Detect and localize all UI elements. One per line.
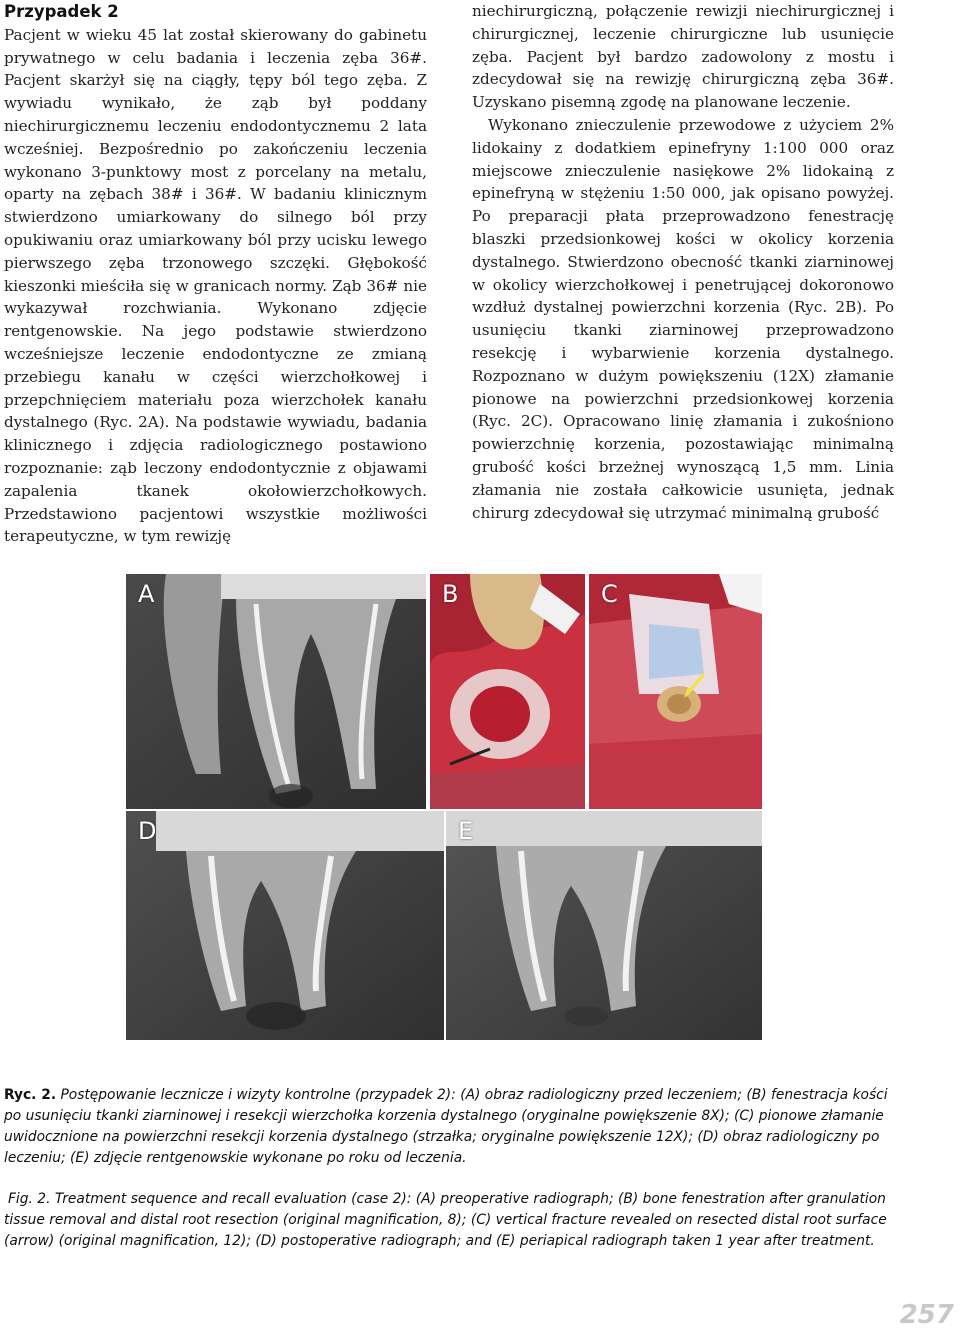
panel-label-a: A bbox=[138, 580, 155, 608]
figure-2 bbox=[126, 574, 762, 1040]
caption-text: Treatment sequence and recall evaluation (case 2): (A) preoperative radiograph; (B) bone fenestration after granulation tissue removal and distal root resection (original magnification, 8); (C) vertical fracture revealed on resected distal root surface (arrow) (original magnification, 12); (D) postoperative radiograph; and (E) periapical radiograph taken 1 year after treatment. bbox=[4, 1191, 887, 1249]
right-paragraph-2: Wykonano znieczulenie przewodowe z użyciem 2% lidokainy z dodatkiem epinefryny 1:100 000 oraz miejscowe znieczulenie nasiękowe 2% lidokainą z epinefryną w stężeniu 1:50 000, jak opisano powyżej. Po preparacji płata przeprowadzono fenestrację blaszki przedsionkowej kości w okolicy korzenia dystalnego. Stwierdzono obecność tkanki ziarninowej w okolicy wierzchołkowej i penetrującej dokoronowo wzdłuż dystalnej powierzchni korzenia (Ryc. 2B). Po usunięciu tkanki ziarninowej przeprowadzono resekcję i wybarwienie korzenia dystalnego. Rozpoznano w dużym powiększeniu (12X) złamanie pionowe na powierzchni przedsionkowej korzenia (Ryc. 2C). Opracowano linię złamania i zukośniono powierzchnię korzenia, pozostawiając minimalną grubość kości brzeżnej wynoszącą 1,5 mm. Linia złamania nie została całkowicie usunięta, jednak chirurg zdecydował się utrzymać minimalną grubość bbox=[472, 115, 894, 522]
clinical-photo bbox=[430, 574, 585, 809]
panel-label-e: E bbox=[458, 817, 474, 845]
case-heading: Przypadek 2 bbox=[4, 2, 119, 21]
panel-e-radiograph bbox=[446, 811, 762, 1040]
clinical-photo bbox=[589, 574, 762, 809]
figure-caption-english bbox=[4, 1189, 904, 1252]
left-column bbox=[4, 0, 427, 548]
panel-label-b: B bbox=[442, 580, 459, 608]
right-column bbox=[472, 0, 894, 524]
panel-d-radiograph bbox=[126, 811, 444, 1040]
panel-b-photo bbox=[430, 574, 585, 809]
caption-lead: Fig. 2. bbox=[8, 1191, 51, 1207]
radiograph-image bbox=[446, 811, 762, 1040]
radiograph-image bbox=[126, 811, 444, 1040]
radiograph-image bbox=[126, 574, 426, 809]
caption-text: Postępowanie lecznicze i wizyty kontrolne (przypadek 2): (A) obraz radiologiczny przed leczeniem; (B) fenestracja kości po usunięciu tkanki ziarninowej i resekcji wierzchołka korzenia dystalnego (oryginalne powiększenie 8X); (C) pionowe złamanie uwidocznione na powierzchni resekcji korzenia dystalnego (strzałka; oryginalne powiększenie 12X); (D) obraz radiologiczny po leczeniu; (E) zdjęcie rentgenowskie wykonane po roku od leczenia. bbox=[4, 1087, 888, 1166]
page-number: 257 bbox=[899, 1300, 954, 1330]
panel-a-radiograph bbox=[126, 574, 426, 809]
right-paragraph-1: niechirurgiczną, połączenie rewizji niechirurgicznej i chirurgicznej, leczenie chirurgiczne lub usunięcie zęba. Pacjent był bardzo zadowolony z mostu i zdecydował się na rewizję chirurgiczną zęba 36#. Uzyskano pisemną zgodę na planowane leczenie. bbox=[472, 2, 894, 112]
figure-caption-polish bbox=[4, 1085, 904, 1169]
panel-label-d: D bbox=[138, 817, 157, 845]
left-paragraph: Pacjent w wieku 45 lat został skierowany do gabinetu prywatnego w celu badania i leczenia zęba 36#. Pacjent skarżył się na ciągły, tępy ból tego zęba. Z wywiadu wynikało, że ząb był poddany niechirurgicznemu leczeniu endodontycznemu 2 lata wcześniej. Bezpośrednio po zakończeniu leczenia wykonano 3-punktowy most z porcelany na metalu, oparty na zębach 38# i 36#. W badaniu klinicznym stwierdzono umiarkowany do silnego ból przy opukiwaniu oraz umiarkowany ból przy ucisku lewego pierwszego zęba trzonowego szczęki. Głębokość kieszonki mieściła się w granicach normy. Ząb 36# nie wykazywał rozchwiania. Wykonano zdjęcie rentgenowskie. Na jego podstawie stwierdzono wcześniejsze leczenie endodontyczne ze zmianą przebiegu kanału w części wierzchołkowej i przepchnięciem materiału poza wierzchołek kanału dystalnego (Ryc. 2A). Na podstawie wywiadu, badania klinicznego i zdjęcia radiologicznego postawiono rozpoznanie: ząb leczony endodontycznie z objawami zapalenia tkanek okołowierzchołkowych. Przedstawiono pacjentowi wszystkie możliwości terapeutyczne, w tym rewizję bbox=[4, 25, 427, 546]
panel-label-c: C bbox=[601, 580, 618, 608]
panel-c-photo bbox=[589, 574, 762, 809]
caption-lead: Ryc. 2. bbox=[4, 1087, 57, 1103]
